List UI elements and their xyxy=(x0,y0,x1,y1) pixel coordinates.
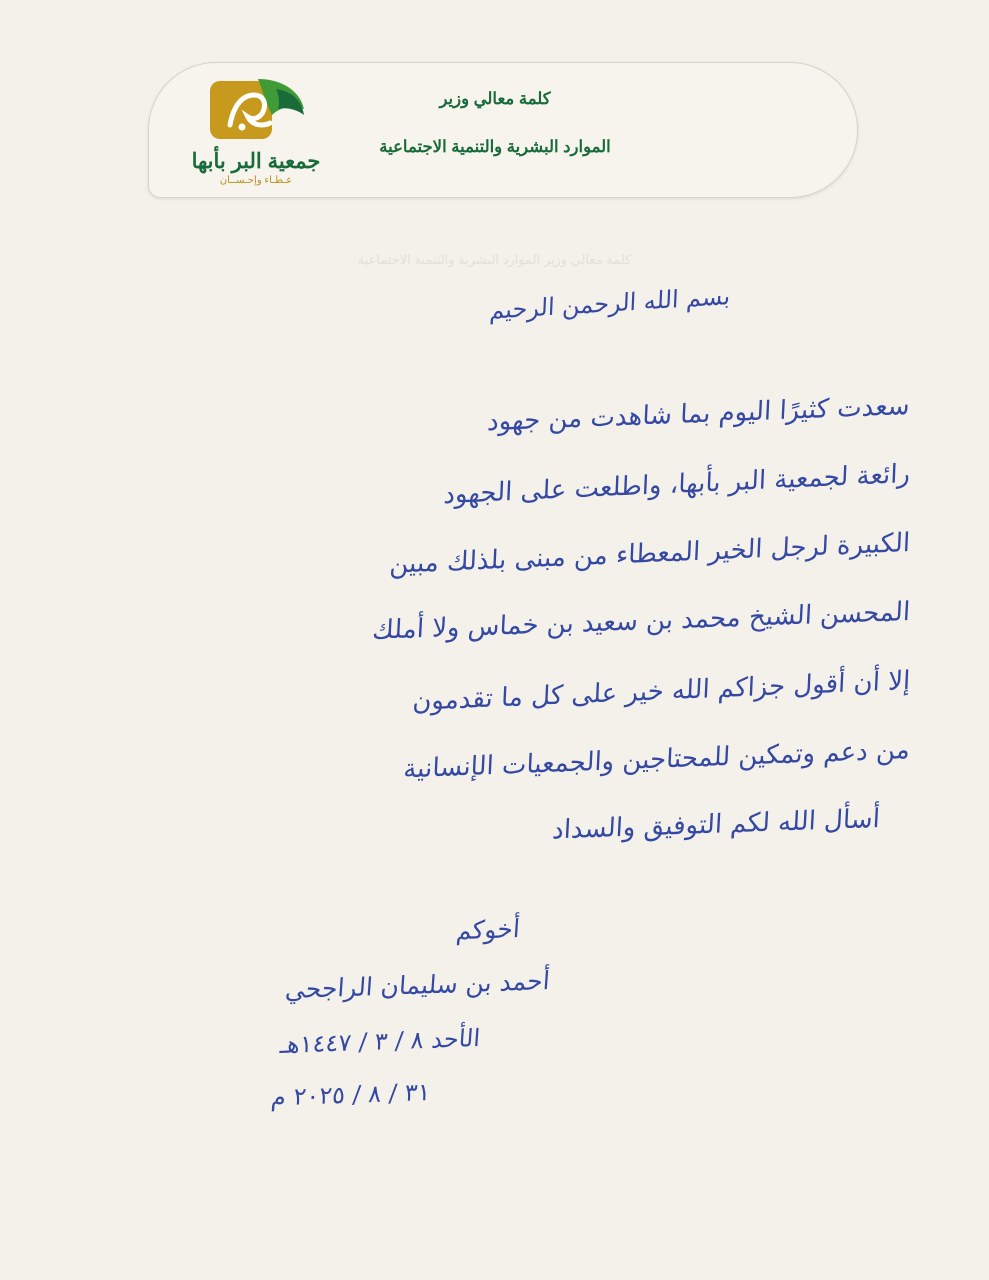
handwritten-letter xyxy=(70,268,920,1168)
letter-basmala: بسم الله الرحمن الرحيم xyxy=(488,281,731,325)
signature-date-hijri: الأحد ٨ / ٣ / ١٤٤٧هـ xyxy=(279,1023,481,1060)
signature-date-gregorian: ٣١ / ٨ / ٢٠٢٥ م xyxy=(269,1077,431,1112)
page-title-line-1: كلمة معالي وزير xyxy=(439,90,551,108)
header-card xyxy=(148,62,858,198)
letter-line: الكبيرة لرجل الخير المعطاء من مبنى بلذلك مبين xyxy=(388,527,911,580)
letter-line: أسأل الله لكم التوفيق والسداد xyxy=(551,803,881,846)
signature-greeting: أخوكم xyxy=(455,913,522,946)
logo-tagline: عـطـاء وإحـســان xyxy=(219,175,293,186)
albir-abha-logo-icon xyxy=(196,75,316,147)
logo-organization-name: جمعية البر بأبها xyxy=(191,150,321,173)
letter-line: من دعم وتمكين للمحتاجين والجمعيات الإنسانية xyxy=(402,734,911,785)
organization-logo xyxy=(161,69,351,197)
letter-line: المحسن الشيخ محمد بن سعيد بن خماس ولا أملك xyxy=(371,596,911,646)
watermark-text: كلمة معالي وزير الموارد البشرية والتنمية الاجتماعية xyxy=(357,252,632,267)
letter-line: إلا أن أقول جزاكم الله خير على كل ما تقدمون xyxy=(411,665,911,717)
letter-line: سعدت كثيرًا اليوم بما شاهدت من جهود xyxy=(486,390,911,438)
page-title-line-2: الموارد البشرية والتنمية الاجتماعية xyxy=(379,138,611,156)
signature-name: أحمد بن سليمان الراجحي xyxy=(284,965,552,1005)
letter-line: رائعة لجمعية البر بأبها، واطلعت على الجهود xyxy=(442,458,911,511)
